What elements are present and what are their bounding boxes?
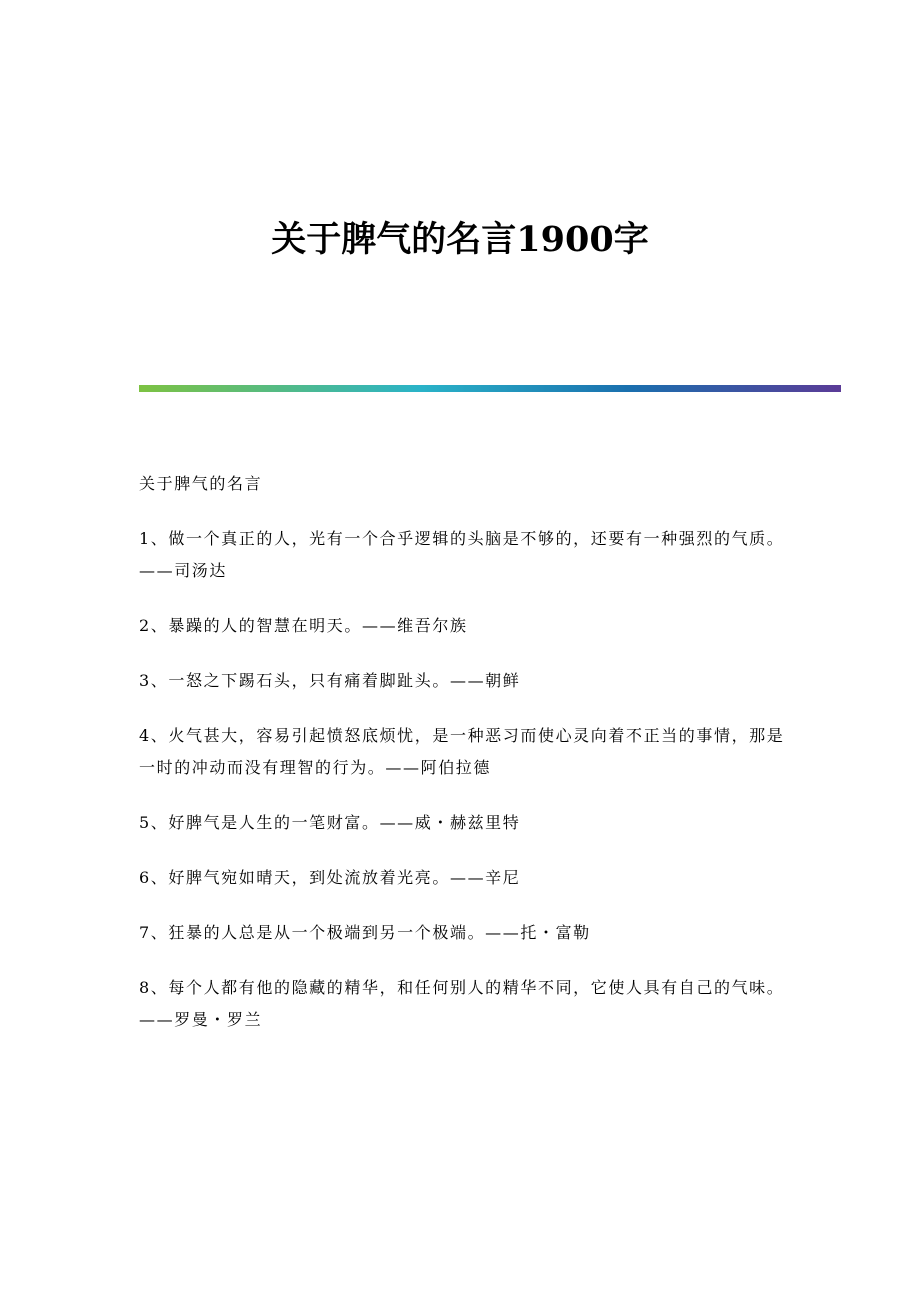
section-heading: 关于脾气的名言 xyxy=(139,474,263,493)
title-divider xyxy=(139,385,841,392)
quote-item-4: 4、火气甚大，容易引起愤怒底烦忧，是一种恶习而使心灵向着不正当的事情，那是一时的冲动而没有理智的行为。——阿伯拉德 xyxy=(139,726,785,777)
quote-item-7: 7、狂暴的人总是从一个极端到另一个极端。——托・富勒 xyxy=(139,923,591,942)
quote-item-8: 8、每个人都有他的隐藏的精华，和任何别人的精华不同，它使人具有自己的气味。——罗曼・罗兰 xyxy=(139,978,785,1029)
quote-item-2: 2、暴躁的人的智慧在明天。——维吾尔族 xyxy=(139,616,468,635)
quote-item-1: 1、做一个真正的人，光有一个合乎逻辑的头脑是不够的，还要有一种强烈的气质。——司汤达 xyxy=(139,529,785,580)
document-body xyxy=(139,468,789,1059)
quote-item-6: 6、好脾气宛如晴天，到处流放着光亮。——辛尼 xyxy=(139,868,521,887)
quote-item-3: 3、一怒之下踢石头，只有痛着脚趾头。——朝鲜 xyxy=(139,671,521,690)
document-title: 关于脾气的名言1900字 xyxy=(271,219,649,260)
quote-item-5: 5、好脾气是人生的一笔财富。——威・赫兹里特 xyxy=(139,813,521,832)
